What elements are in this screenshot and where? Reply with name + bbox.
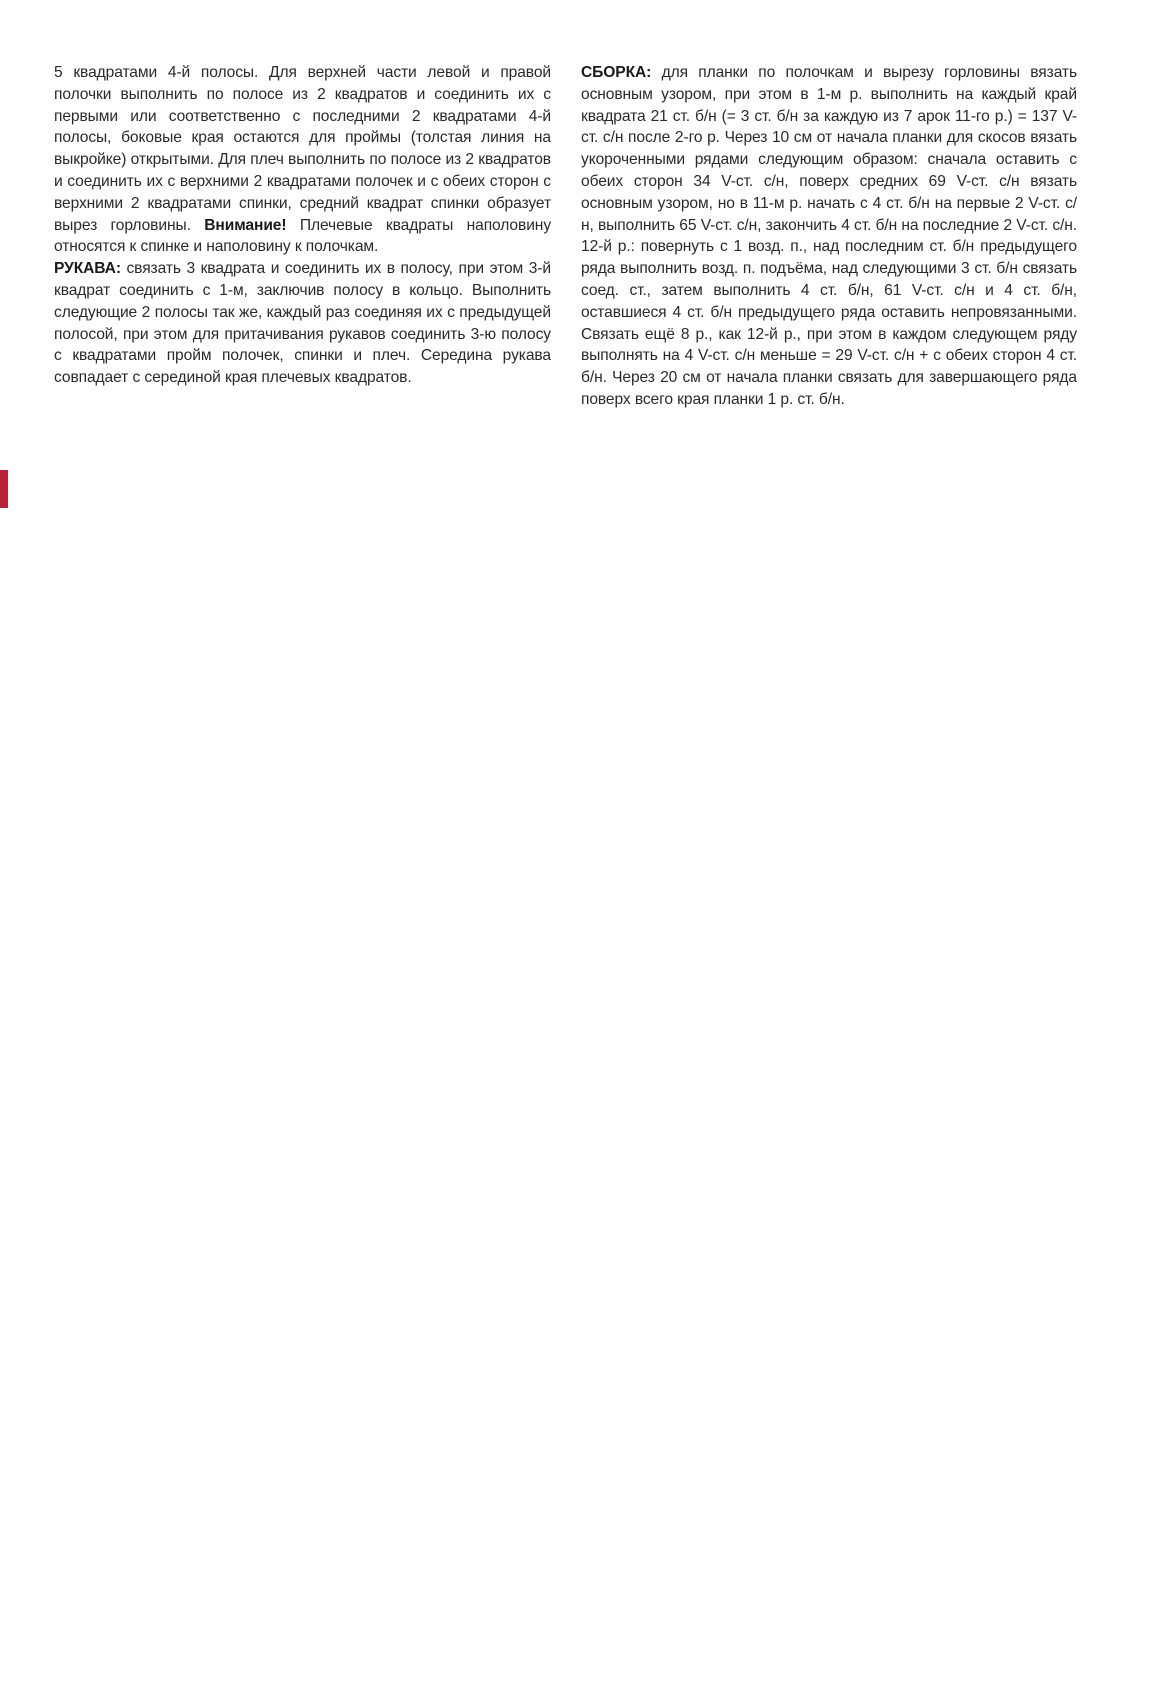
paragraph-front-shoulders bbox=[54, 62, 551, 258]
section-heading-sleeves: РУКАВА: bbox=[54, 260, 121, 278]
attention-label: Внимание! bbox=[204, 216, 287, 234]
paragraph-assembly bbox=[581, 62, 1077, 411]
page-edge-tab bbox=[0, 470, 8, 508]
paragraph-text: 5 квадратами 4-й полосы. Для верхней части левой и правой полочки выполнить по полосе из 2 квадратов и соединить их с первыми или соответственно с последними 2 квадратами 4-й полосы, боковые края остаются для проймы (толстая линия на выкройке) открытыми. Для плеч выполнить по полосе из 2 квадратов и соединить их с верхними 2 квадратами полочек и с обеих сторон с верхними 2 квадратами спинки, средний квадрат спинки образует вырез горловины. bbox=[54, 64, 551, 234]
left-text-column bbox=[54, 62, 551, 389]
paragraph-text: связать 3 квадрата и соединить их в полосу, при этом 3-й квадрат соединить с 1-м, заключив полосу в кольцо. Выполнить следующие 2 полосы так же, каждый раз соединяя их с предыдущей полосой, при этом для притачивания рукавов соединить 3-ю полосу с квадратами пройм полочек, спинки и плеч. Середина рукава совпадает с серединой края плечевых квадратов. bbox=[54, 260, 551, 387]
paragraph-text: для планки по полочкам и вырезу горловины вязать основным узором, при этом в 1-м р. выполнить на каждый край квадрата 21 ст. б/н (= 3 ст. б/н за каждую из 7 арок 11-го р.) = 137 V-ст. с/н после 2-го р. Через 10 см от начала планки для скосов вязать укороченными рядами следующим образом: сначала оставить с обеих сторон 34 V-ст. с/н, поверх средних 69 V-ст. с/н вязать основным узором, но в 11-м р. начать с 4 ст. б/н на первые 2 V-ст. с/н, выполнить 65 V-ст. с/н, закончить 4 ст. б/н на последние 2 V-ст. с/н. 12-й р.: повернуть с 1 возд. п., над последним ст. б/н предыдущего ряда выполнить возд. п. подъёма, над следующими 3 ст. б/н связать соед. ст., затем выполнить 4 ст. б/н, 61 V-ст. с/н и 4 ст. б/н, оставшиеся 4 ст. б/н предыдущего ряда оставить непровязанными. Связать ещё 8 р., как 12-й р., при этом в каждом следующем ряду выполнять на 4 V-ст. с/н меньше = 29 V-ст. с/н + с обеих сторон 4 ст. б/н. Через 20 см от начала планки связать для завершающего ряда поверх всего края планки 1 р. ст. б/н. bbox=[581, 64, 1077, 408]
paragraph-text: Плечевые квадраты наполовину относятся к спинке и наполовину к полочкам. bbox=[54, 216, 552, 256]
paragraph-sleeves bbox=[54, 258, 551, 389]
section-heading-assembly: СБОРКА: bbox=[581, 64, 652, 81]
right-text-column bbox=[581, 62, 1077, 411]
